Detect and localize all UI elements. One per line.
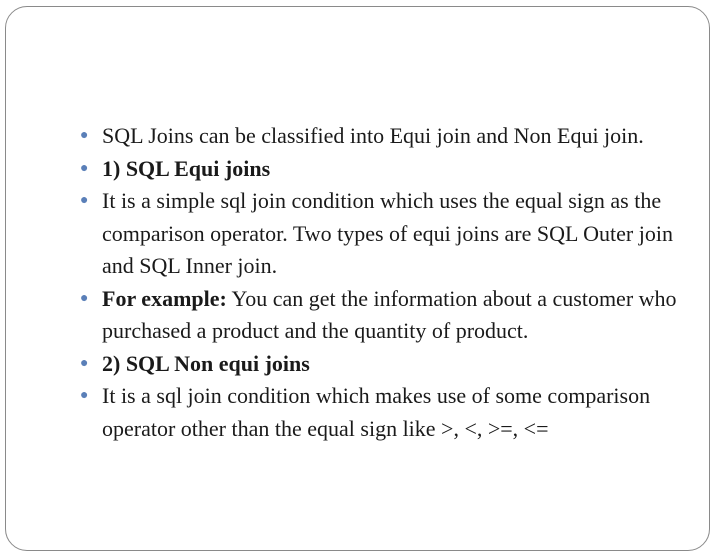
bullet-text: It is a simple sql join condition which uses the equal sign as the comparison operator. Two types of equi joins are SQL Outer join and SQL Inner join. (102, 188, 673, 278)
bullet-non-equi-joins-description (6, 380, 710, 445)
bullet-list (6, 120, 710, 445)
slide-frame (5, 6, 710, 551)
bullet-text: You can get the information about a customer who purchased a product and the quantity of product. (102, 285, 677, 343)
bullet-equi-joins-description (6, 185, 710, 283)
slide-body (6, 120, 710, 445)
bullet-classification (6, 120, 710, 153)
bullet-heading: 2) SQL Non equi joins (102, 350, 310, 376)
bullet-dot-icon: ● (80, 290, 89, 306)
bullet-text: It is a sql join condition which makes use of some comparison operator other than the equal sign like >, <, >=, <= (102, 383, 651, 441)
bullet-dot-icon: ● (80, 193, 89, 208)
bullet-text: SQL Joins can be classified into Equi join and Non Equi join. (102, 123, 644, 148)
bullet-dot-icon: ● (80, 160, 89, 176)
bullet-example-label: For example: (102, 285, 227, 311)
bullet-equi-joins-heading (6, 153, 710, 186)
bullet-example (6, 283, 710, 348)
bullet-heading: 1) SQL Equi joins (102, 155, 271, 181)
bullet-non-equi-joins-heading (6, 348, 710, 381)
bullet-dot-icon: ● (80, 355, 89, 371)
bullet-dot-icon: ● (80, 128, 89, 143)
bullet-dot-icon: ● (80, 388, 89, 403)
